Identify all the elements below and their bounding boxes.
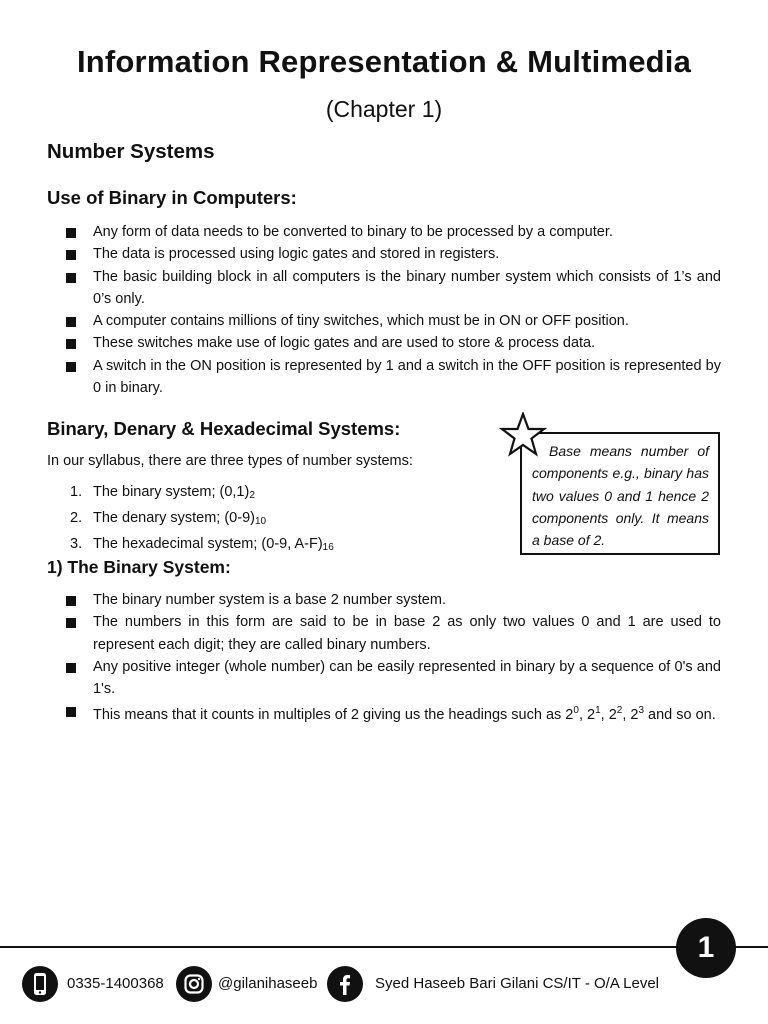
- systems-heading: Binary, Denary & Hexadecimal Systems:: [47, 418, 401, 439]
- bullet-icon: [66, 618, 76, 628]
- footer-phone: 0335-1400368: [67, 975, 164, 992]
- binary-use-list: [0, 221, 721, 399]
- document-title: Information Representation & Multimedia: [76, 44, 692, 79]
- list-item: A switch in the ON position is represented by 1 and a switch in the OFF position is represented by 0 in binary.: [0, 355, 721, 400]
- list-item: These switches make use of logic gates and are used to store & process data.: [0, 332, 721, 354]
- list-item: Any form of data needs to be converted to binary to be processed by a computer.: [0, 221, 721, 243]
- list-item: This means that it counts in multiples of 2 giving us the headings such as $2^0$, $2^1$, $2^2$, $2^3$ and so on.: [0, 700, 721, 726]
- star-icon: [499, 412, 547, 458]
- section-heading: Number Systems: [47, 140, 215, 163]
- instagram-icon: [176, 966, 212, 1002]
- facebook-icon: [327, 966, 363, 1002]
- phone-icon: [22, 966, 58, 1002]
- list-item: The binary number system is a base 2 number system.: [0, 589, 721, 611]
- bullet-icon: [66, 250, 76, 260]
- bullet-icon: [66, 317, 76, 327]
- chapter-subtitle: (Chapter 1): [325, 96, 443, 122]
- list-item: 2. The denary system; $(0-9)_{10}$: [70, 510, 267, 527]
- bullet-icon: [66, 339, 76, 349]
- list-item: 3. The hexadecimal system; (0-9, $A-F)_{16}$: [70, 536, 334, 553]
- bullet-icon: [66, 663, 76, 673]
- list-item: The basic building block in all computers is the binary number system which consists of 1’s and 0’s only.: [0, 266, 721, 311]
- binary-use-heading: Use of Binary in Computers:: [47, 187, 297, 208]
- bullet-icon: [66, 596, 76, 606]
- list-item: A computer contains millions of tiny switches, which must be in ON or OFF position.: [0, 310, 721, 332]
- note-box: Base means number of components e.g., binary has two values 0 and 1 hence 2 components only. It means a base of 2.: [520, 432, 720, 555]
- page-number: 1: [676, 918, 736, 978]
- bullet-icon: [66, 273, 76, 283]
- systems-list: [0, 481, 334, 559]
- binary-system-list: [0, 589, 721, 727]
- footer-divider: [0, 946, 768, 948]
- systems-intro: In our syllabus, there are three types of number systems:: [47, 453, 413, 469]
- list-item: The data is processed using logic gates and stored in registers.: [0, 243, 721, 265]
- footer-instagram: @gilanihaseeb: [218, 975, 318, 992]
- bullet-icon: [66, 707, 76, 717]
- bullet-icon: [66, 362, 76, 372]
- list-item: Any positive integer (whole number) can be easily represented in binary by a sequence of 0's and 1's.: [0, 656, 721, 701]
- list-item: The numbers in this form are said to be in base 2 as only two values 0 and 1 are used to represent each digit; they are called binary numbers.: [0, 611, 721, 656]
- binary-system-heading: 1) The Binary System:: [47, 557, 231, 577]
- bullet-icon: [66, 228, 76, 238]
- list-item: 1. The binary system; $(0,1)_2$: [70, 484, 255, 501]
- footer-author: Syed Haseeb Bari Gilani CS/IT - O/A Level: [375, 975, 660, 992]
